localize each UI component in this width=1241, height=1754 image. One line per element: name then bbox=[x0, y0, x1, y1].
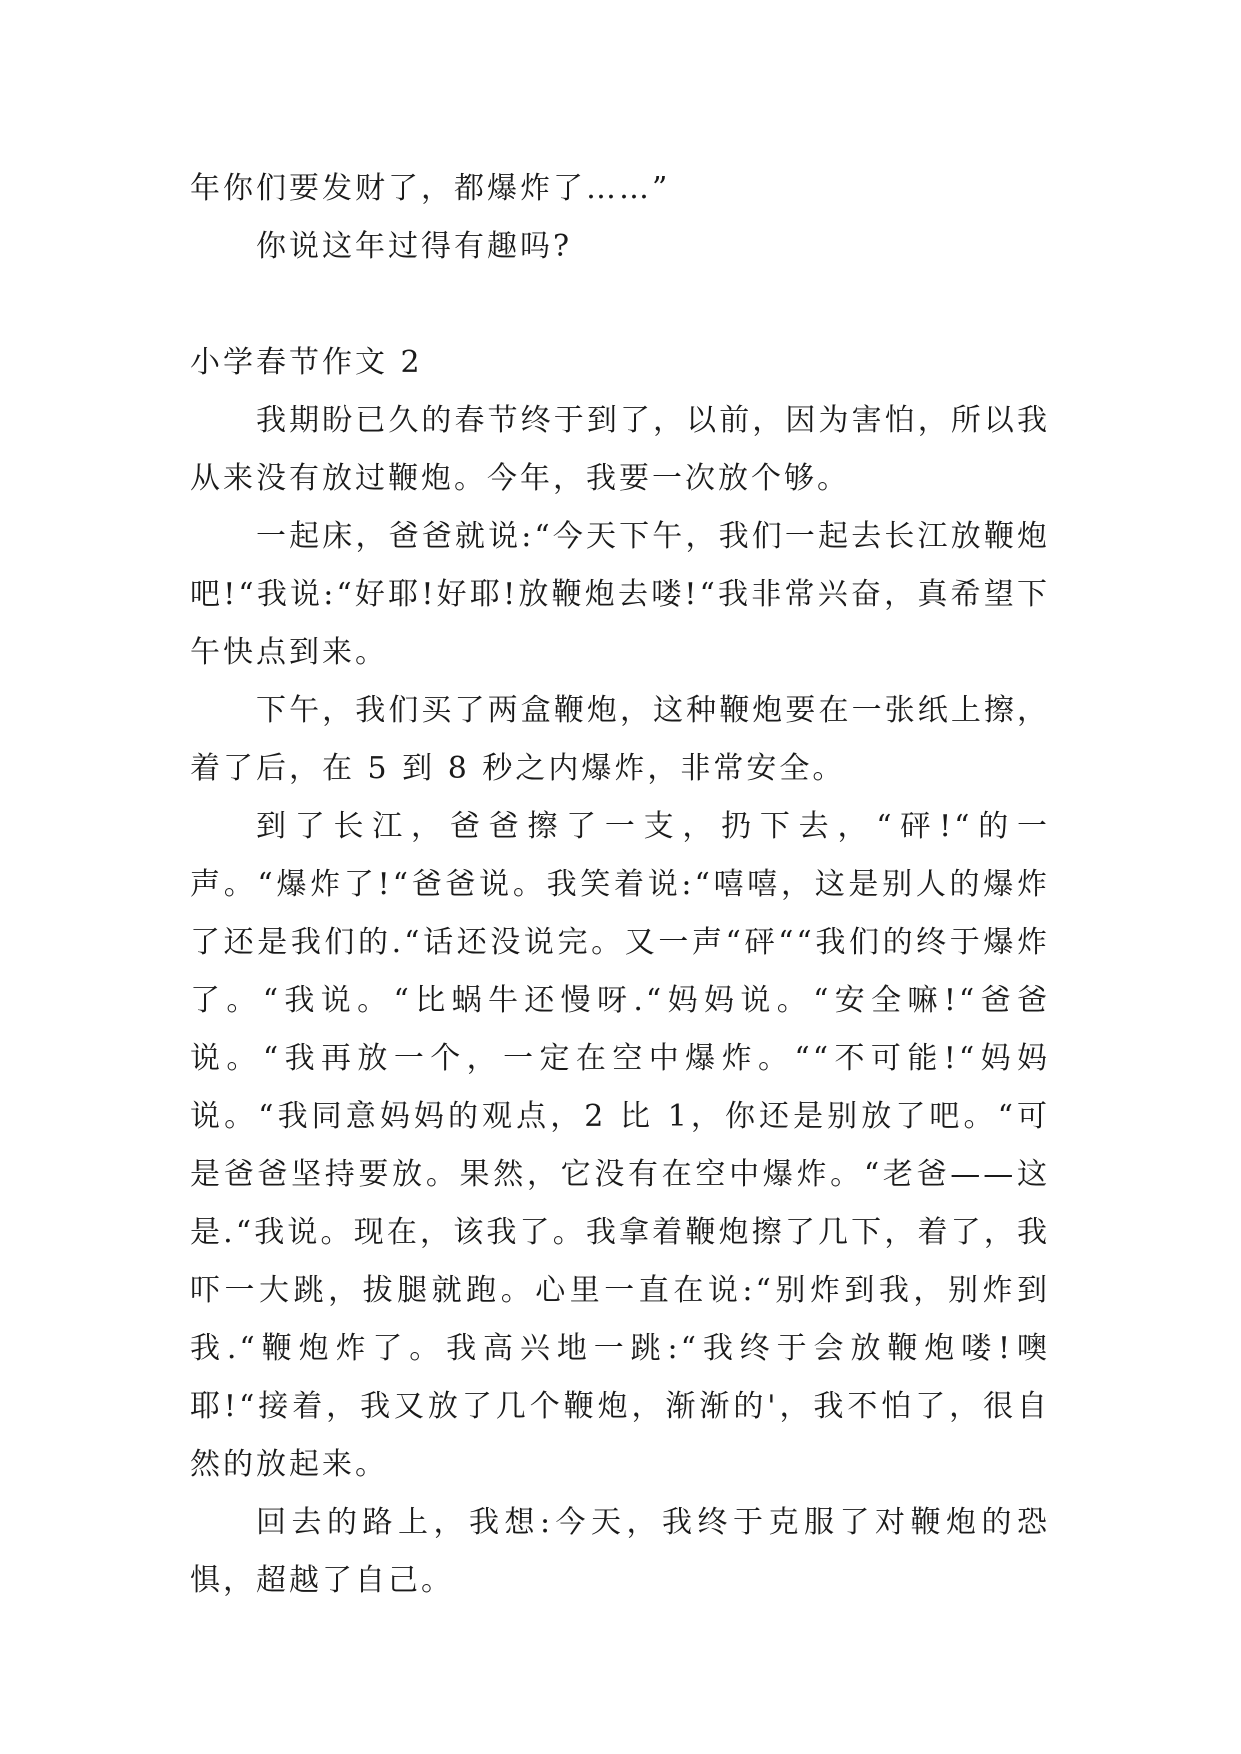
paragraph: 一起床，爸爸就说:“今天下午，我们一起去长江放鞭炮吧!“我说:“好耶!好耶!放鞭炮去喽!“我非常兴奋，真希望下午快点到来。 bbox=[190, 519, 1050, 670]
continuation-text: 年你们要发财了，都爆炸了……” bbox=[190, 171, 671, 206]
section-title: 小学春节作文 2 bbox=[190, 345, 423, 380]
closing-question: 你说这年过得有趣吗? bbox=[256, 229, 573, 264]
paragraph: 回去的路上，我想:今天，我终于克服了对鞭炮的恐惧，超越了自己。 bbox=[190, 1505, 1050, 1598]
paragraph: 到了长江，爸爸擦了一支，扔下去，“砰!“的一声。“爆炸了!“爸爸说。我笑着说:“嘻嘻，这是别人的爆炸了还是我们的.“话还没说完。又一声“砰““我们的终于爆炸了。“我说。“比蜗牛还慢呀.“妈妈说。“安全嘛!“爸爸说。“我再放一个，一定在空中爆炸。““不可能!“妈妈说。“我同意妈妈的观点，2 比 1，你还是别放了吧。“可是爸爸坚持要放。果然，它没有在空中爆炸。“老爸——这是.“我说。现在，该我了。我拿着鞭炮擦了几下，着了，我吓一大跳，拔腿就跑。心里一直在说:“别炸到我，别炸到我.“鞭炮炸了。我高兴地一跳:“我终于会放鞭炮喽!噢耶!“接着，我又放了几个鞭炮，渐渐的'，我不怕了，很自然的放起来。 bbox=[190, 809, 1050, 1482]
paragraph: 我期盼已久的春节终于到了，以前，因为害怕，所以我从来没有放过鞭炮。今年，我要一次放个够。 bbox=[190, 403, 1050, 496]
document-body bbox=[190, 160, 1050, 1610]
paragraph: 下午，我们买了两盒鞭炮，这种鞭炮要在一张纸上擦，着了后，在 5 到 8 秒之内爆炸，非常安全。 bbox=[190, 693, 1050, 786]
